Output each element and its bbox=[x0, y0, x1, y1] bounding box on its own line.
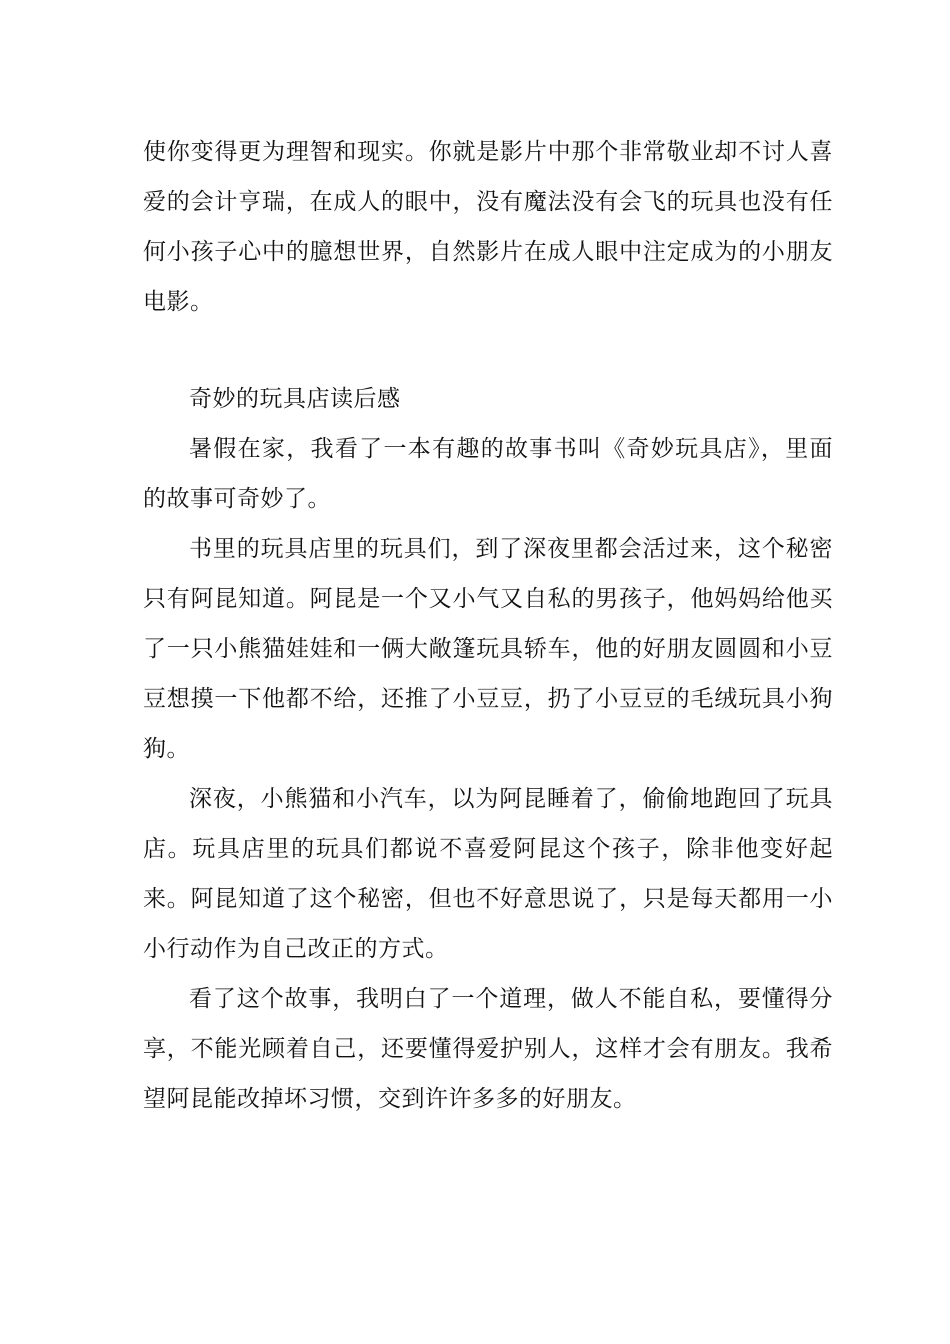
essay-paragraph-4: 看了这个故事，我明白了一个道理，做人不能自私，要懂得分享，不能光顾着自己，还要懂得爱护别人，这样才会有朋友。我希望阿昆能改掉坏习惯，交到许许多多的好朋友。 bbox=[143, 986, 833, 1112]
continuation-paragraph: 使你变得更为理智和现实。你就是影片中那个非常敬业却不讨人喜爱的会计亨瑞，在成人的眼中，没有魔法没有会飞的玩具也没有任何小孩子心中的臆想世界，自然影片在成人眼中注定成为的小朋友电影。 bbox=[143, 139, 833, 315]
essay-section bbox=[143, 374, 833, 1124]
essay-paragraph-3: 深夜，小熊猫和小汽车，以为阿昆睡着了，偷偷地跑回了玩具店。玩具店里的玩具们都说不喜爱阿昆这个孩子，除非他变好起来。阿昆知道了这个秘密，但也不好意思说了，只是每天都用一小小行动作为自己改正的方式。 bbox=[143, 786, 833, 962]
previous-essay-ending bbox=[143, 127, 833, 327]
essay-title: 奇妙的玩具店读后感 bbox=[189, 386, 401, 412]
essay-paragraph-1: 暑假在家，我看了一本有趣的故事书叫《奇妙玩具店》，里面的故事可奇妙了。 bbox=[143, 436, 833, 512]
essay-paragraph-2: 书里的玩具店里的玩具们，到了深夜里都会活过来，这个秘密只有阿昆知道。阿昆是一个又小气又自私的男孩子，他妈妈给他买了一只小熊猫娃娃和一俩大敞篷玩具轿车，他的好朋友圆圆和小豆豆想摸一下他都不给，还推了小豆豆，扔了小豆豆的毛绒玩具小狗狗。 bbox=[143, 536, 833, 762]
